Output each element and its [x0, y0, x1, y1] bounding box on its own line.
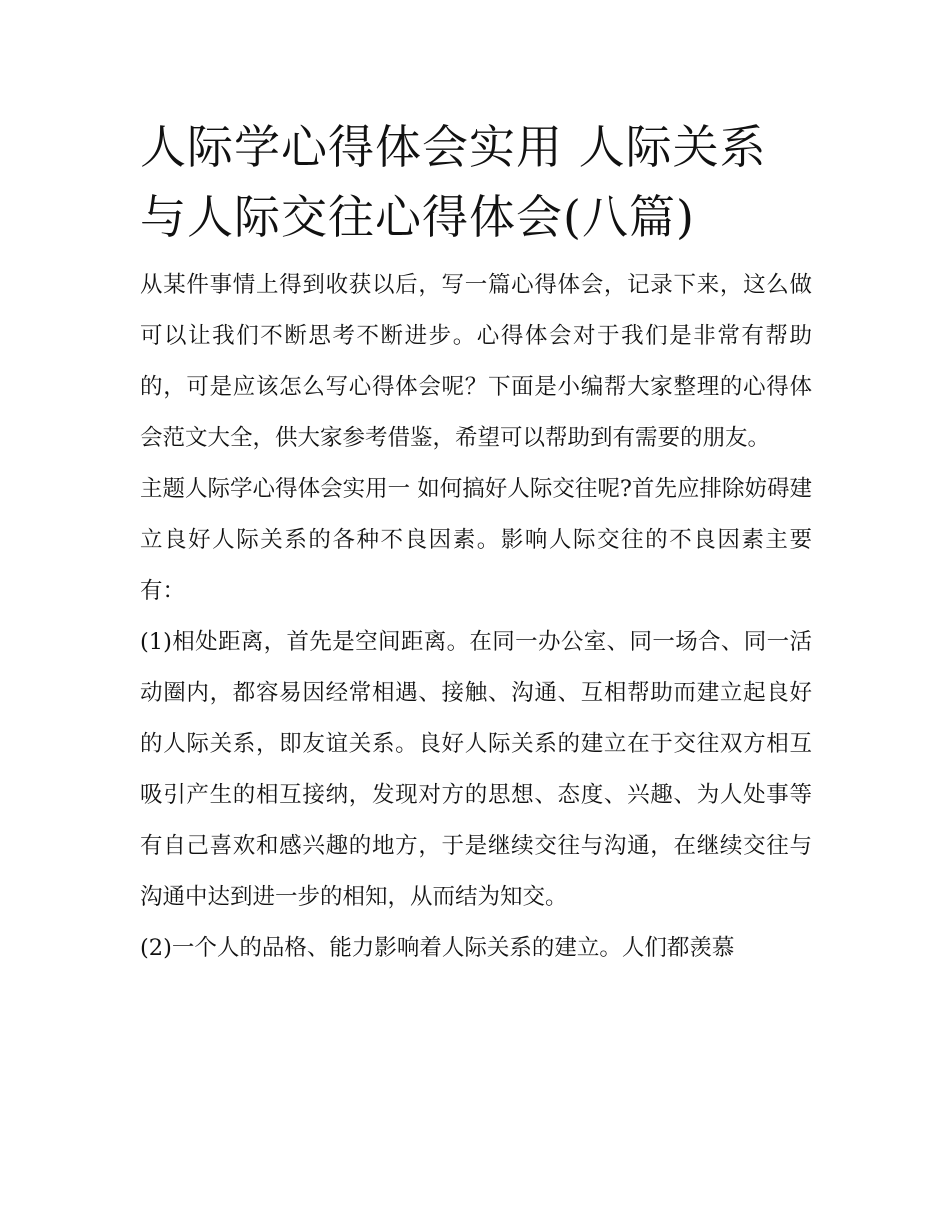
- document-title: 人际学心得体会实用 人际关系与人际交往心得体会(八篇): [140, 120, 767, 244]
- point-1-paragraph: (1)相处距离，首先是空间距离。在同一办公室、同一场合、同一活动圈内，都容易因经常相遇、接触、沟通、互相帮助而建立起良好的人际关系，即友谊关系。良好人际关系的建立在于交往双方相互吸引产生的相互接纳，发现对方的思想、态度、兴趣、为人处事等有自己喜欢和感兴趣的地方，于是继续交往与沟通，在继续交往与沟通中达到进一步的相知，从而结为知交。: [140, 629, 812, 910]
- document-body: [140, 112, 812, 974]
- topic-paragraph: 主题人际学心得体会实用一 如何搞好人际交往呢?首先应排除妨碍建立良好人际关系的各种不良因素。影响人际交往的不良因素主要有：: [140, 476, 812, 604]
- intro-paragraph: 从某件事情上得到收获以后，写一篇心得体会，记录下来，这么做可以让我们不断思考不断进步。心得体会对于我们是非常有帮助的，可是应该怎么写心得体会呢？下面是小编帮大家整理的心得体会范文大全，供大家参考借鉴，希望可以帮助到有需要的朋友。: [140, 272, 812, 451]
- point-2-paragraph: (2)一个人的品格、能力影响着人际关系的建立。人们都羡慕: [140, 935, 735, 961]
